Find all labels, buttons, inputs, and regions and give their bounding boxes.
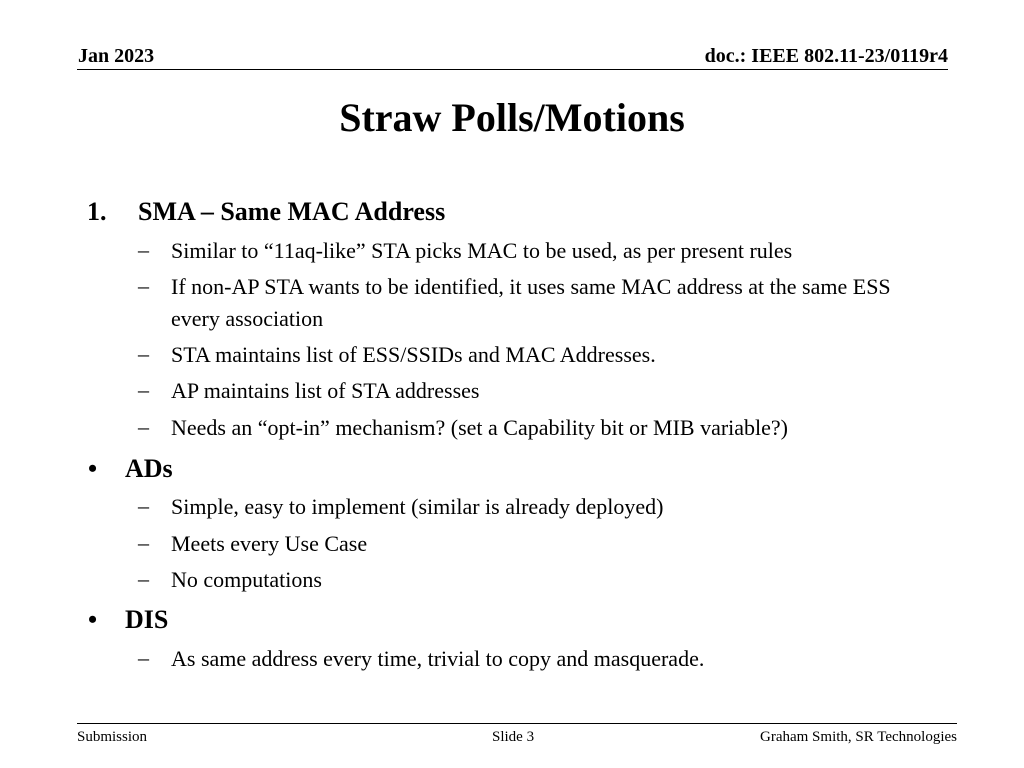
header-doc-number: doc.: IEEE 802.11-23/0119r4 [704, 45, 948, 67]
section-heading-text: SMA – Same MAC Address [138, 197, 446, 226]
list-item [138, 339, 918, 371]
list-item [138, 235, 918, 267]
numbered-marker: 1. [87, 197, 107, 226]
footer-rule [77, 723, 957, 724]
section-heading-text: DIS [125, 605, 169, 634]
list-item [138, 491, 918, 523]
dash-bullet: – [138, 273, 149, 298]
list-item [138, 528, 918, 560]
dash-bullet: – [138, 237, 149, 262]
footer-slide-number: Slide 3 [492, 729, 535, 745]
dash-bullet: – [138, 566, 149, 591]
bullet-icon: • [88, 605, 98, 634]
footer-submission: Submission [77, 729, 148, 745]
dash-bullet: – [138, 377, 149, 402]
list-item-text: Meets every Use Case [171, 531, 368, 556]
list-item-text: No computations [171, 567, 322, 592]
dash-bullet: – [138, 414, 149, 439]
list-item-text: If non-AP STA wants to be identified, it uses same MAC address at the same ESS every association [171, 274, 891, 331]
list-item [138, 375, 918, 407]
dash-bullet: – [138, 341, 149, 366]
list-item-text: AP maintains list of STA addresses [171, 378, 480, 403]
list-item-text: Needs an “opt-in” mechanism? (set a Capability bit or MIB variable?) [171, 415, 789, 440]
dash-bullet: – [138, 645, 149, 670]
bullet-icon: • [88, 454, 98, 483]
list-item-text: As same address every time, trivial to copy and masquerade. [171, 646, 705, 671]
list-item [138, 643, 918, 675]
footer-author: Graham Smith, SR Technologies [760, 729, 957, 745]
section-heading-text: ADs [125, 454, 173, 483]
slide-title: Straw Polls/Motions [339, 95, 685, 140]
dash-bullet: – [138, 530, 149, 555]
list-item-text: STA maintains list of ESS/SSIDs and MAC Addresses. [171, 342, 656, 367]
list-item [138, 564, 918, 596]
list-item [138, 412, 918, 444]
dash-bullet: – [138, 493, 149, 518]
list-item-text: Similar to “11aq-like” STA picks MAC to be used, as per present rules [171, 238, 793, 263]
list-item [138, 271, 898, 335]
header-date: Jan 2023 [78, 45, 155, 67]
list-item-text: Simple, easy to implement (similar is already deployed) [171, 494, 664, 519]
